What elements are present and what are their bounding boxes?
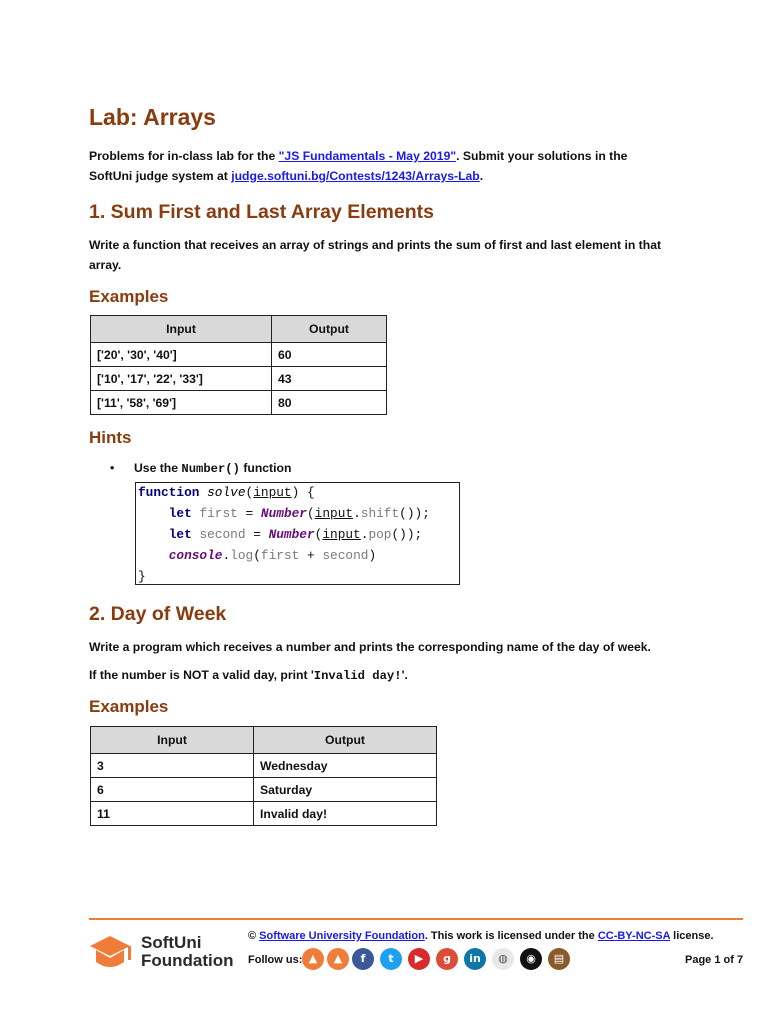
follow-us-label: Follow us:: [248, 954, 303, 966]
table-cell-output: 60: [272, 343, 387, 367]
examples-table-1: [90, 315, 387, 415]
table-cell-output: Invalid day!: [254, 802, 437, 826]
footer-license: [248, 930, 714, 942]
course-link[interactable]: "JS Fundamentals - May 2019": [278, 149, 457, 163]
table-cell-input: 11: [91, 802, 254, 826]
code-line-4: console.log(first + second): [168, 548, 377, 563]
code-builtin: console: [168, 548, 223, 563]
page-number: Page 1 of 7: [685, 954, 744, 966]
section1-examples-heading: Examples: [89, 287, 169, 306]
table-cell-input: 6: [91, 778, 254, 802]
license-prefix: . This work is licensed under the: [424, 930, 598, 942]
table-header-row: [91, 316, 387, 343]
hints-heading: Hints: [89, 428, 132, 447]
column-header-output: Output: [254, 727, 437, 754]
code-method: shift: [360, 506, 400, 521]
desc-bold-name: name of the day: [506, 640, 600, 654]
slideshare-icon[interactable]: ◍: [492, 948, 514, 970]
table-cell-output: Wednesday: [254, 754, 437, 778]
code-text: =: [245, 527, 269, 542]
column-header-input: Input: [91, 727, 254, 754]
code-snippet: [135, 482, 460, 585]
code-keyword: let: [168, 506, 192, 521]
copyright-symbol: ©: [248, 930, 257, 942]
judge-link[interactable]: judge.softuni.bg/Contests/1243/Arrays-Lab: [231, 169, 480, 183]
code-param: input: [253, 485, 292, 500]
column-header-input: Input: [91, 316, 272, 343]
bullet-dot: •: [110, 461, 115, 475]
table-cell-output: Saturday: [254, 778, 437, 802]
section1-heading: 1. Sum First and Last Array Elements: [89, 201, 434, 223]
section2-description: [89, 637, 669, 657]
logo-line-softuni: SoftUni: [141, 933, 202, 952]
table-row: [91, 754, 437, 778]
code-text: ): [368, 548, 377, 563]
footer-logo-text: [141, 934, 234, 970]
page-title: Lab: Arrays: [89, 104, 216, 130]
code-variable: second: [322, 548, 369, 563]
desc-mid: and prints the corresponding: [330, 640, 507, 654]
github-icon[interactable]: ◉: [520, 948, 542, 970]
code-line-5: }: [138, 569, 146, 584]
twitter-icon[interactable]: t: [380, 948, 402, 970]
code-line-3: let second = Number(input.pop());: [168, 527, 423, 542]
code-function-name: solve: [207, 485, 246, 500]
softuni-icon[interactable]: ▲: [302, 948, 324, 970]
invalid-prefix: If the number is NOT a valid day, print ': [89, 668, 314, 682]
table-row: [91, 391, 387, 415]
table-row: [91, 367, 387, 391]
logo-line-foundation: Foundation: [141, 951, 234, 970]
code-param: input: [314, 506, 354, 521]
code-builtin: Number: [268, 527, 315, 542]
intro-prefix: Problems for in-class lab for the: [89, 149, 279, 163]
code-keyword: let: [168, 527, 192, 542]
code-variable: second: [199, 527, 246, 542]
section1-description: Write a function that receives an array of strings and prints the sum of first and last element in that array.: [89, 238, 662, 272]
table-row: [91, 778, 437, 802]
code-text: ) {: [291, 485, 315, 500]
google-plus-icon[interactable]: g: [436, 948, 458, 970]
table-row: [91, 802, 437, 826]
table-cell-output: 43: [272, 367, 387, 391]
table-row: [91, 343, 387, 367]
table-cell-input: ['11', '58', '69']: [91, 391, 272, 415]
code-keyword: function: [138, 485, 200, 500]
softuni-foundation-icon[interactable]: ▲: [327, 948, 349, 970]
intro-middle: . Submit your solutions in the SoftUni judge system at: [89, 149, 628, 183]
softuni-logo-icon: [88, 932, 138, 974]
code-builtin: Number: [260, 506, 307, 521]
column-header-output: Output: [272, 316, 387, 343]
table-cell-input: ['20', '30', '40']: [91, 343, 272, 367]
section2-examples-heading: Examples: [89, 697, 169, 716]
license-suffix: license.: [670, 930, 714, 942]
foundation-link[interactable]: Software University Foundation: [259, 930, 425, 942]
code-text: ());: [399, 506, 430, 521]
code-text: ());: [391, 527, 423, 542]
facebook-icon[interactable]: f: [352, 948, 374, 970]
code-text: =: [237, 506, 261, 521]
code-variable: first: [260, 548, 300, 563]
desc-suffix: of week.: [599, 640, 651, 654]
linkedin-icon[interactable]: in: [464, 948, 486, 970]
license-link[interactable]: CC-BY-NC-SA: [597, 930, 671, 942]
table-cell-input: ['10', '17', '22', '33']: [91, 367, 272, 391]
hint-text: [134, 461, 291, 476]
code-method: log: [230, 548, 254, 563]
hint-code: Number(): [181, 462, 240, 476]
examples-table-2: [90, 726, 437, 826]
invalid-suffix: '.: [401, 668, 408, 682]
invalid-code: Invalid day!: [313, 669, 402, 683]
hint-prefix: Use the: [134, 461, 182, 475]
section2-heading: 2. Day of Week: [89, 603, 227, 625]
code-text: +: [299, 548, 323, 563]
desc-bold-number: number: [285, 640, 331, 654]
code-line-1: function solve(input) {: [138, 485, 315, 500]
forum-icon[interactable]: ▤: [548, 948, 570, 970]
youtube-icon[interactable]: ▶: [408, 948, 430, 970]
intro-paragraph: [89, 146, 669, 186]
table-cell-output: 80: [272, 391, 387, 415]
code-line-2: let first = Number(input.shift());: [168, 506, 430, 521]
code-method: pop: [368, 527, 392, 542]
hint-suffix: function: [239, 461, 292, 475]
desc-prefix: Write a program which receives a: [89, 640, 286, 654]
code-param: input: [322, 527, 361, 542]
intro-suffix: .: [479, 169, 484, 183]
section2-invalid-note: [89, 665, 669, 686]
footer-divider: [89, 918, 743, 920]
code-variable: first: [199, 506, 238, 521]
table-cell-input: 3: [91, 754, 254, 778]
table-header-row: [91, 727, 437, 754]
